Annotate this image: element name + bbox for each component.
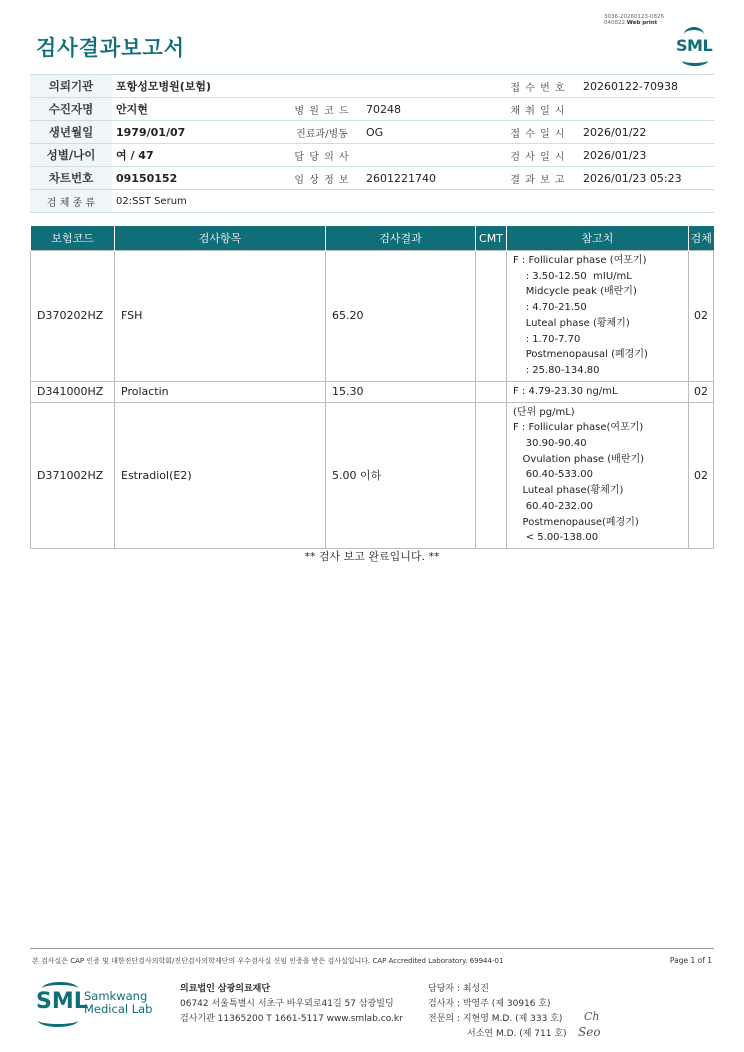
- insurance-code: D341000HZ: [31, 381, 115, 402]
- header-reference: 참고치: [507, 226, 689, 251]
- table-row: [31, 381, 714, 402]
- footer-logo: [36, 980, 156, 1026]
- table-row: [31, 402, 714, 548]
- staff-role: 검사자 :: [428, 999, 460, 1009]
- physician: [362, 144, 497, 167]
- accession-no: 20260122-70938: [579, 75, 714, 98]
- ref-line: : 3.50-12.50 mIU/mL: [513, 270, 632, 282]
- info-row: [30, 167, 714, 190]
- label-requesting-org: 의뢰기관: [30, 75, 112, 98]
- cap-note: 본 검사실은 CAP 인증 및 대한진단검사의학회/진단검사의학재단의 우수검사실 신임 인증을 받은 검사실입니다. CAP Accredited Laboratory. 69944-01: [32, 957, 504, 965]
- info-row: [30, 121, 714, 144]
- staff-name: 서소연 M.D. (제 711 호): [467, 1029, 567, 1039]
- requesting-org: 포항성모병원(보험): [112, 75, 497, 98]
- info-row: [30, 144, 714, 167]
- logo-arc-bottom: [682, 55, 708, 66]
- signature: Seo: [578, 1025, 601, 1039]
- report-title: 검사결과보고서: [36, 36, 186, 60]
- cmt: [476, 381, 507, 402]
- staff-role: 전문의 :: [428, 1014, 460, 1024]
- ref-line: : 4.70-21.50: [513, 302, 587, 314]
- logo-text: SML: [676, 36, 713, 55]
- label-receipt-time: 접 수 일 시: [497, 121, 579, 144]
- label-physician: 담 당 의 사: [282, 144, 362, 167]
- ref-line: : 1.70-7.70: [513, 333, 581, 345]
- chart-no: 09150152: [112, 167, 282, 190]
- ref-line: 60.40-533.00: [513, 469, 593, 481]
- header-specimen: 검체: [689, 226, 714, 251]
- print-code: 3036-20260123-0826: [604, 14, 664, 20]
- footer-logo-arc-bottom: [38, 1014, 78, 1027]
- test-item: Prolactin: [115, 381, 326, 402]
- test-result: 15.30: [326, 381, 476, 402]
- ref-line: F : 4.79-23.30 ng/mL: [513, 385, 618, 397]
- sml-logo: [674, 24, 714, 64]
- label-result-report: 결 과 보 고: [497, 167, 579, 190]
- header-cmt: CMT: [476, 226, 507, 251]
- completion-note: ** 검사 보고 완료입니다. **: [304, 550, 440, 563]
- header-test-result: 검사결과: [326, 226, 476, 251]
- label-test-date: 검 사 일 시: [497, 144, 579, 167]
- patient-info-table: [30, 74, 714, 213]
- ref-line: F : Follicular phase(여포기): [513, 422, 644, 434]
- label-sex-age: 성별/나이: [30, 144, 112, 167]
- cmt: [476, 402, 507, 548]
- label-collection-time: 채 취 일 시: [497, 98, 579, 121]
- label-accession-no: 접 수 번 호: [497, 75, 579, 98]
- org-name: 의료법인 삼광의료재단: [180, 984, 271, 994]
- print-mode: Web print: [626, 20, 658, 26]
- cmt: [476, 251, 507, 382]
- staff-name: 최성진: [462, 984, 489, 994]
- table-row: [31, 251, 714, 382]
- ref-line: Luteal phase(황체기): [513, 485, 624, 497]
- collection-time: [579, 98, 714, 121]
- specimen-type: 02:SST Serum: [112, 190, 714, 213]
- signature: Ch: [584, 1010, 600, 1023]
- label-department: 진료과/병동: [282, 121, 362, 144]
- specimen: 02: [689, 251, 714, 382]
- page-number: Page 1 of 1: [669, 956, 712, 965]
- ref-line: : 25.80-134.80: [513, 364, 600, 376]
- label-chart-no: 차트번호: [30, 167, 112, 190]
- label-birthdate: 생년월일: [30, 121, 112, 144]
- footer-logo-name: [84, 990, 152, 1016]
- staff-name: 박영주 (제 30916 호): [462, 999, 551, 1009]
- label-hospital-code: 병 원 코 드: [282, 98, 362, 121]
- results-header-row: [31, 226, 714, 251]
- results-table: [30, 226, 714, 549]
- print-stamp: [604, 14, 664, 26]
- insurance-code: D370202HZ: [31, 251, 115, 382]
- ref-line: 30.90-90.40: [513, 438, 587, 450]
- print-time-line: [604, 20, 664, 26]
- header-insurance-code: 보험코드: [31, 226, 115, 251]
- ref-line: (단위 pg/mL): [513, 406, 575, 418]
- footer-divider: [30, 948, 714, 949]
- ref-line: Postmenopause(폐경기): [513, 516, 639, 528]
- patient-name: 안지현: [112, 98, 282, 121]
- result-report-time: 2026/01/23 05:23: [579, 167, 714, 190]
- reference-range: [507, 381, 689, 402]
- clinical-info: 2601221740: [362, 167, 497, 190]
- org-info: [180, 982, 403, 1027]
- staff-info: [428, 982, 567, 1042]
- label-specimen-type: 검 체 종 류: [30, 190, 112, 213]
- test-item: FSH: [115, 251, 326, 382]
- ref-line: Ovulation phase (배란기): [513, 453, 645, 465]
- insurance-code: D371002HZ: [31, 402, 115, 548]
- hospital-code: 70248: [362, 98, 497, 121]
- header-test-item: 검사항목: [115, 226, 326, 251]
- ref-line: Postmenopausal (폐경기): [513, 349, 648, 361]
- org-address: 06742 서울특별시 서초구 바우뫼로41길 57 삼광빌딩: [180, 999, 394, 1009]
- ref-line: 60.40-232.00: [513, 500, 593, 512]
- print-time: 040822: [604, 20, 625, 26]
- logo-name-line2: Medical Lab: [84, 1002, 153, 1016]
- specimen: 02: [689, 381, 714, 402]
- label-patient-name: 수진자명: [30, 98, 112, 121]
- info-row: [30, 190, 714, 213]
- staff-role: 담당자 :: [428, 984, 460, 994]
- reference-range: [507, 251, 689, 382]
- ref-line: Midcycle peak (배란기): [513, 286, 637, 298]
- birthdate: 1979/01/07: [112, 121, 282, 144]
- label-clinical-info: 임 상 정 보: [282, 167, 362, 190]
- logo-name-line1: Samkwang: [84, 989, 148, 1003]
- info-row: [30, 98, 714, 121]
- sex-age: 여 / 47: [112, 144, 282, 167]
- footer-logo-text: SML: [36, 989, 88, 1014]
- org-contact: 검사기관 11365200 T 1661-5117 www.smlab.co.kr: [180, 1014, 403, 1024]
- test-result: 65.20: [326, 251, 476, 382]
- specimen: 02: [689, 402, 714, 548]
- test-item: Estradiol(E2): [115, 402, 326, 548]
- receipt-time: 2026/01/22: [579, 121, 714, 144]
- ref-line: < 5.00-138.00: [513, 532, 599, 544]
- info-row: [30, 75, 714, 98]
- staff-name: 지현영 M.D. (제 333 호): [462, 1014, 563, 1024]
- test-date: 2026/01/23: [579, 144, 714, 167]
- reference-range: [507, 402, 689, 548]
- test-result: 5.00 이하: [326, 402, 476, 548]
- ref-line: Luteal phase (황체기): [513, 317, 630, 329]
- ref-line: F : Follicular phase (여포기): [513, 255, 647, 266]
- department: OG: [362, 121, 497, 144]
